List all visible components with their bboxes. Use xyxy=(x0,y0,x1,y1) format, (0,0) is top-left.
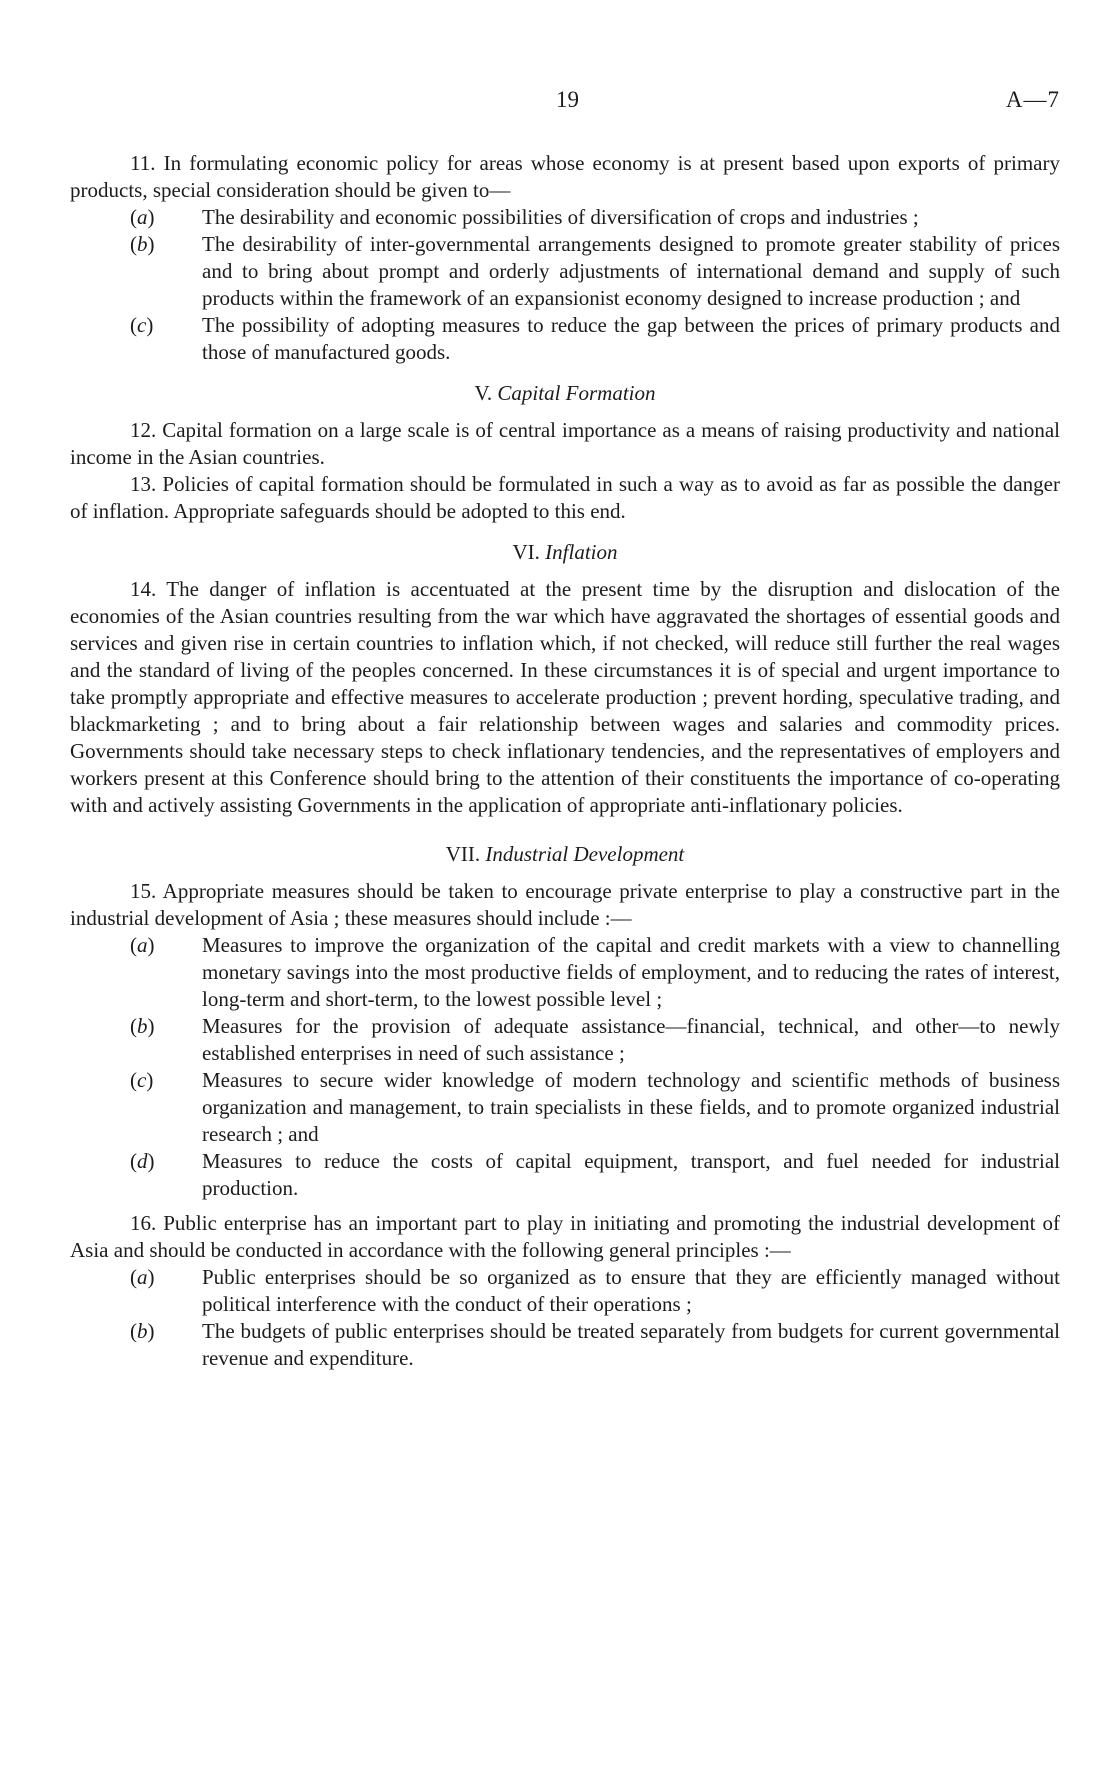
list-item xyxy=(70,1264,1060,1318)
list-item xyxy=(70,1067,1060,1148)
page-header xyxy=(70,86,1060,116)
list-item-text: The possibility of adopting measures to reduce the gap between the prices of primary products and those of manufactured goods. xyxy=(202,313,1060,364)
paragraph-12: 12. Capital formation on a large scale is of central importance as a means of raising productivity and national income in the Asian countries. xyxy=(70,418,1060,469)
list-item-label: (c) xyxy=(130,1068,154,1092)
list-item-text: Measures to improve the organization of the capital and credit markets with a view to channelling monetary savings into the most productive fields of employment, and to reducing the rates of interest, long-term and short-term, to the lowest possible level ; xyxy=(202,933,1060,1011)
paragraph-16: 16. Public enterprise has an important part to play in initiating and promoting the industrial development of Asia and should be conducted in accordance with the following general principles :— xyxy=(70,1211,1060,1262)
list-item-label: (a) xyxy=(130,933,155,957)
paragraph-15: 15. Appropriate measures should be taken to encourage private enterprise to play a constructive part in the industrial development of Asia ; these measures should include :— xyxy=(70,879,1060,930)
section-heading-inflation: VI. Inflation xyxy=(512,540,618,564)
list-item xyxy=(70,231,1060,312)
list-item-text: The desirability and economic possibilities of diversification of crops and industries ; xyxy=(202,205,919,229)
list-item xyxy=(70,932,1060,1013)
list-item-label: (a) xyxy=(130,205,155,229)
list-item-label: (b) xyxy=(130,1319,155,1343)
paragraph-14: 14. The danger of inflation is accentuated at the present time by the disruption and dislocation of the economies of the Asian countries resulting from the war which have aggravated the shortages of essential goods and services and given rise in certain countries to inflation which, if not checked, will reduce still further the real wages and the standard of living of the peoples concerned. In these circumstances it is of special and urgent importance to take promptly appropriate and effective measures to accelerate production ; prevent hording, speculative trading, and blackmarketing ; and to bring about a fair relationship between wages and salaries and commodity prices. Governments should take necessary steps to check inflationary tendencies, and the representatives of employers and workers present at this Conference should bring to the attention of their constituents the importance of co-operating with and actively assisting Governments in the application of appropriate anti-inflationary policies. xyxy=(70,577,1060,817)
list-item-text: The budgets of public enterprises should be treated separately from budgets for current governmental revenue and expenditure. xyxy=(202,1319,1060,1370)
section-heading-capital-formation: V. Capital Formation xyxy=(474,381,656,405)
list-item xyxy=(70,1148,1060,1202)
list-item xyxy=(70,204,1060,231)
list-item-label: (a) xyxy=(130,1265,155,1289)
paragraph-16-list xyxy=(70,1264,1060,1372)
paragraph-13: 13. Policies of capital formation should be formulated in such a way as to avoid as far as possible the danger of inflation. Appropriate safeguards should be adopted to this end. xyxy=(70,472,1060,523)
paragraph-11: 11. In formulating economic policy for areas whose economy is at present based upon exports of primary products, special consideration should be given to— xyxy=(70,151,1060,202)
list-item xyxy=(70,1013,1060,1067)
list-item-text: Measures to reduce the costs of capital equipment, transport, and fuel needed for industrial production. xyxy=(202,1149,1060,1200)
list-item xyxy=(70,1318,1060,1372)
list-item-label: (c) xyxy=(130,313,154,337)
list-item-text: Measures to secure wider knowledge of modern technology and scientific methods of business organization and management, to train specialists in these fields, and to promote organized industrial research ; and xyxy=(202,1068,1060,1146)
paragraph-11-list xyxy=(70,204,1060,366)
list-item-text: Public enterprises should be so organized as to ensure that they are efficiently managed without political interference with the conduct of their operations ; xyxy=(202,1265,1060,1316)
list-item-text: Measures for the provision of adequate assistance—financial, technical, and other—to newly established enterprises in need of such assistance ; xyxy=(202,1014,1060,1065)
paragraph-15-list xyxy=(70,932,1060,1202)
list-item-label: (b) xyxy=(130,232,155,256)
document-reference: A—7 xyxy=(1005,87,1060,112)
list-item-text: The desirability of inter-governmental arrangements designed to promote greater stability of prices and to bring about prompt and orderly adjustments of international demand and supply of such products within the framework of an expansionist economy designed to increase production ; and xyxy=(202,232,1060,310)
section-heading-industrial-development: VII. Industrial Development xyxy=(445,842,685,866)
page-number: 19 xyxy=(556,87,579,112)
list-item-label: (b) xyxy=(130,1014,155,1038)
list-item xyxy=(70,312,1060,366)
list-item-label: (d) xyxy=(130,1149,155,1173)
page-content xyxy=(70,150,1060,1372)
